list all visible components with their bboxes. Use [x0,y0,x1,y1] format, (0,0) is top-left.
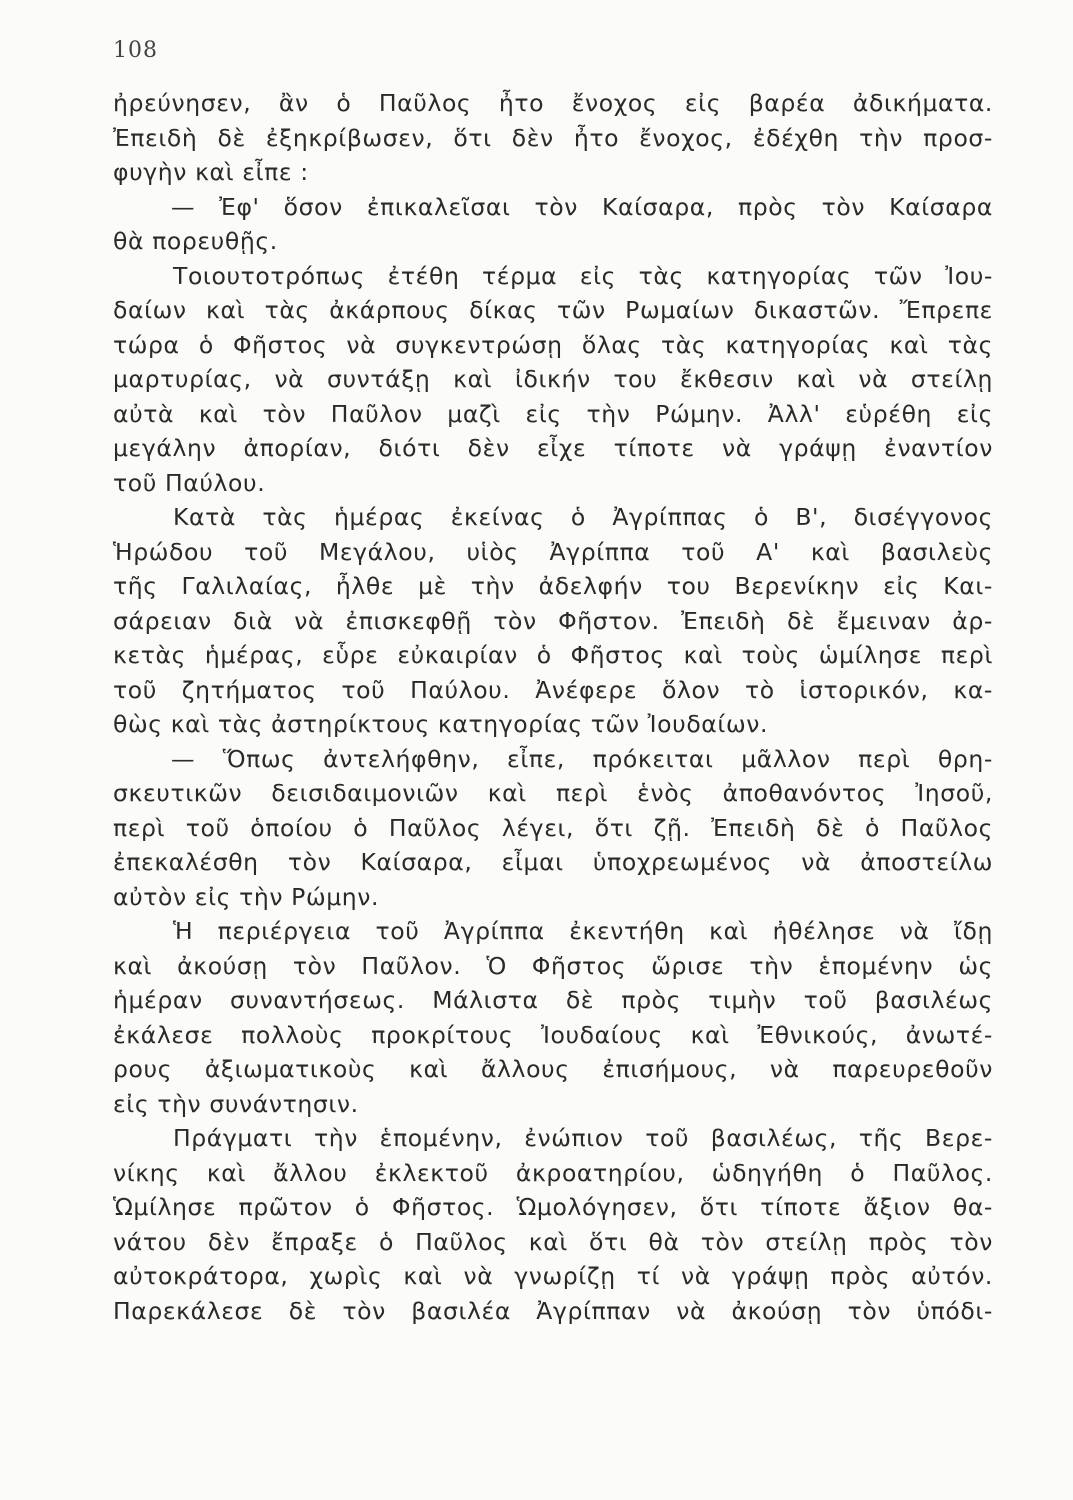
text-line: θὼς καὶ τὰς ἀστηρίκτους κατηγορίας τῶν Ἰουδαίων. [113,710,769,738]
text-line: σάρειαν διὰ νὰ ἐπισκεφθῇ τὸν Φῆστον. Ἐπειδὴ δὲ ἔμειναν ἀρ- [113,606,993,635]
text-line: αὐτὰ καὶ τὸν Παῦλον μαζὶ εἰς τὴν Ρώμην. Ἀλλ' εὑρέθη εἰς [113,399,993,428]
text-line: περὶ τοῦ ὁποίου ὁ Παῦλος λέγει, ὅτι ζῇ. Ἐπειδὴ δὲ ὁ Παῦλος [113,813,993,842]
text-line: νίκης καὶ ἄλλου ἐκλεκτοῦ ἀκροατηρίου, ὡδηγήθη ὁ Παῦλος. [113,1158,993,1187]
text-line: τοῦ Παύλου. [113,468,266,497]
text-line: ἠρεύνησεν, ἂν ὁ Παῦλος ἦτο ἔνοχος εἰς βαρέα ἀδικήματα. [113,89,993,117]
text-line: νάτου δὲν ἔπραξε ὁ Παῦλος καὶ ὅτι θὰ τὸν στείλῃ πρὸς τὸν [113,1227,993,1256]
text-line: — Ἐφ' ὅσον ἐπικαλεῖσαι τὸν Καίσαρα, πρὸς τὸν Καίσαρα [171,192,993,221]
text-line: Παρεκάλεσε δὲ τὸν βασιλέα Ἀγρίππαν νὰ ἀκούσῃ τὸν ὑπόδι- [113,1296,993,1325]
text-line: Ὡμίλησε πρῶτον ὁ Φῆστος. Ὡμολόγησεν, ὅτι τίποτε ἄξιον θα- [113,1193,993,1221]
text-line: Ἡρώδου τοῦ Μεγάλου, υἱὸς Ἀγρίππα τοῦ Α' καὶ βασιλεὺς [113,537,993,566]
body-text [113,86,993,1328]
text-line: Πράγματι τὴν ἑπομένην, ἐνώπιον τοῦ βασιλέως, τῆς Βερε- [173,1124,993,1152]
text-line: καὶ ἀκούσῃ τὸν Παῦλον. Ὁ Φῆστος ὥρισε τὴν ἑπομένην ὡς [113,951,993,980]
text-line: ἡμέραν συναντήσεως. Μάλιστα δὲ πρὸς τιμὴν τοῦ βασιλέως [113,986,993,1014]
text-line: δαίων καὶ τὰς ἀκάρπους δίκας τῶν Ρωμαίων δικαστῶν. Ἔπρεπε [113,296,993,324]
page-number: 108 [113,38,158,63]
text-line: εἰς τὴν συνάντησιν. [113,1089,359,1118]
text-line: ἐπεκαλέσθη τὸν Καίσαρα, εἶμαι ὑποχρεωμένος νὰ ἀποστείλω [113,848,993,876]
text-line: τῆς Γαλιλαίας, ἦλθε μὲ τὴν ἀδελφήν του Βερενίκην εἰς Και- [113,572,993,600]
text-line: τοῦ ζητήματος τοῦ Παύλου. Ἀνέφερε ὅλον τὸ ἱστορικόν, κα- [113,675,993,704]
text-line: μαρτυρίας, νὰ συντάξῃ καὶ ἰδικήν του ἔκθεσιν καὶ νὰ στείλῃ [113,365,993,393]
text-line: Ἐπειδὴ δὲ ἐξηκρίβωσεν, ὅτι δὲν ἦτο ἔνοχος, ἐδέχθη τὴν προσ- [113,123,993,152]
text-line: μεγάλην ἀπορίαν, διότι δὲν εἶχε τίποτε νὰ γράψῃ ἐναντίον [113,434,993,462]
text-line: κετὰς ἡμέρας, εὗρε εὐκαιρίαν ὁ Φῆστος καὶ τοὺς ὡμίλησε περὶ [113,641,993,669]
text-line: φυγὴν καὶ εἶπε : [113,158,309,186]
text-line: αὐτὸν εἰς τὴν Ρώμην. [113,882,380,911]
text-line: Ἡ περιέργεια τοῦ Ἀγρίππα ἐκεντήθη καὶ ἠθέλησε νὰ ἴδῃ [173,917,993,945]
text-line: ρους ἀξιωματικοὺς καὶ ἄλλους ἐπισήμους, νὰ παρευρεθοῦν [113,1055,993,1083]
text-line: Τοιουτοτρόπως ἐτέθη τέρμα εἰς τὰς κατηγορίας τῶν Ἰου- [173,261,993,290]
text-line: Κατὰ τὰς ἡμέρας ἐκείνας ὁ Ἀγρίππας ὁ Β', δισέγγονος [173,503,993,531]
text-line: τώρα ὁ Φῆστος νὰ συγκεντρώσῃ ὅλας τὰς κατηγορίας καὶ τὰς [113,330,993,359]
text-line: — Ὅπως ἀντελήφθην, εἶπε, πρόκειται μᾶλλον περὶ θρη- [171,744,993,773]
text-line: αὐτοκράτορα, χωρὶς καὶ νὰ γνωρίζῃ τί νὰ γράψῃ πρὸς αὐτόν. [113,1262,993,1290]
text-line: θὰ πορευθῇς. [113,227,278,255]
text-line: ἐκάλεσε πολλοὺς προκρίτους Ἰουδαίους καὶ Ἐθνικούς, ἀνωτέ- [113,1020,993,1049]
text-line: σκευτικῶν δεισιδαιμονιῶν καὶ περὶ ἑνὸς ἀποθανόντος Ἰησοῦ, [113,779,993,807]
